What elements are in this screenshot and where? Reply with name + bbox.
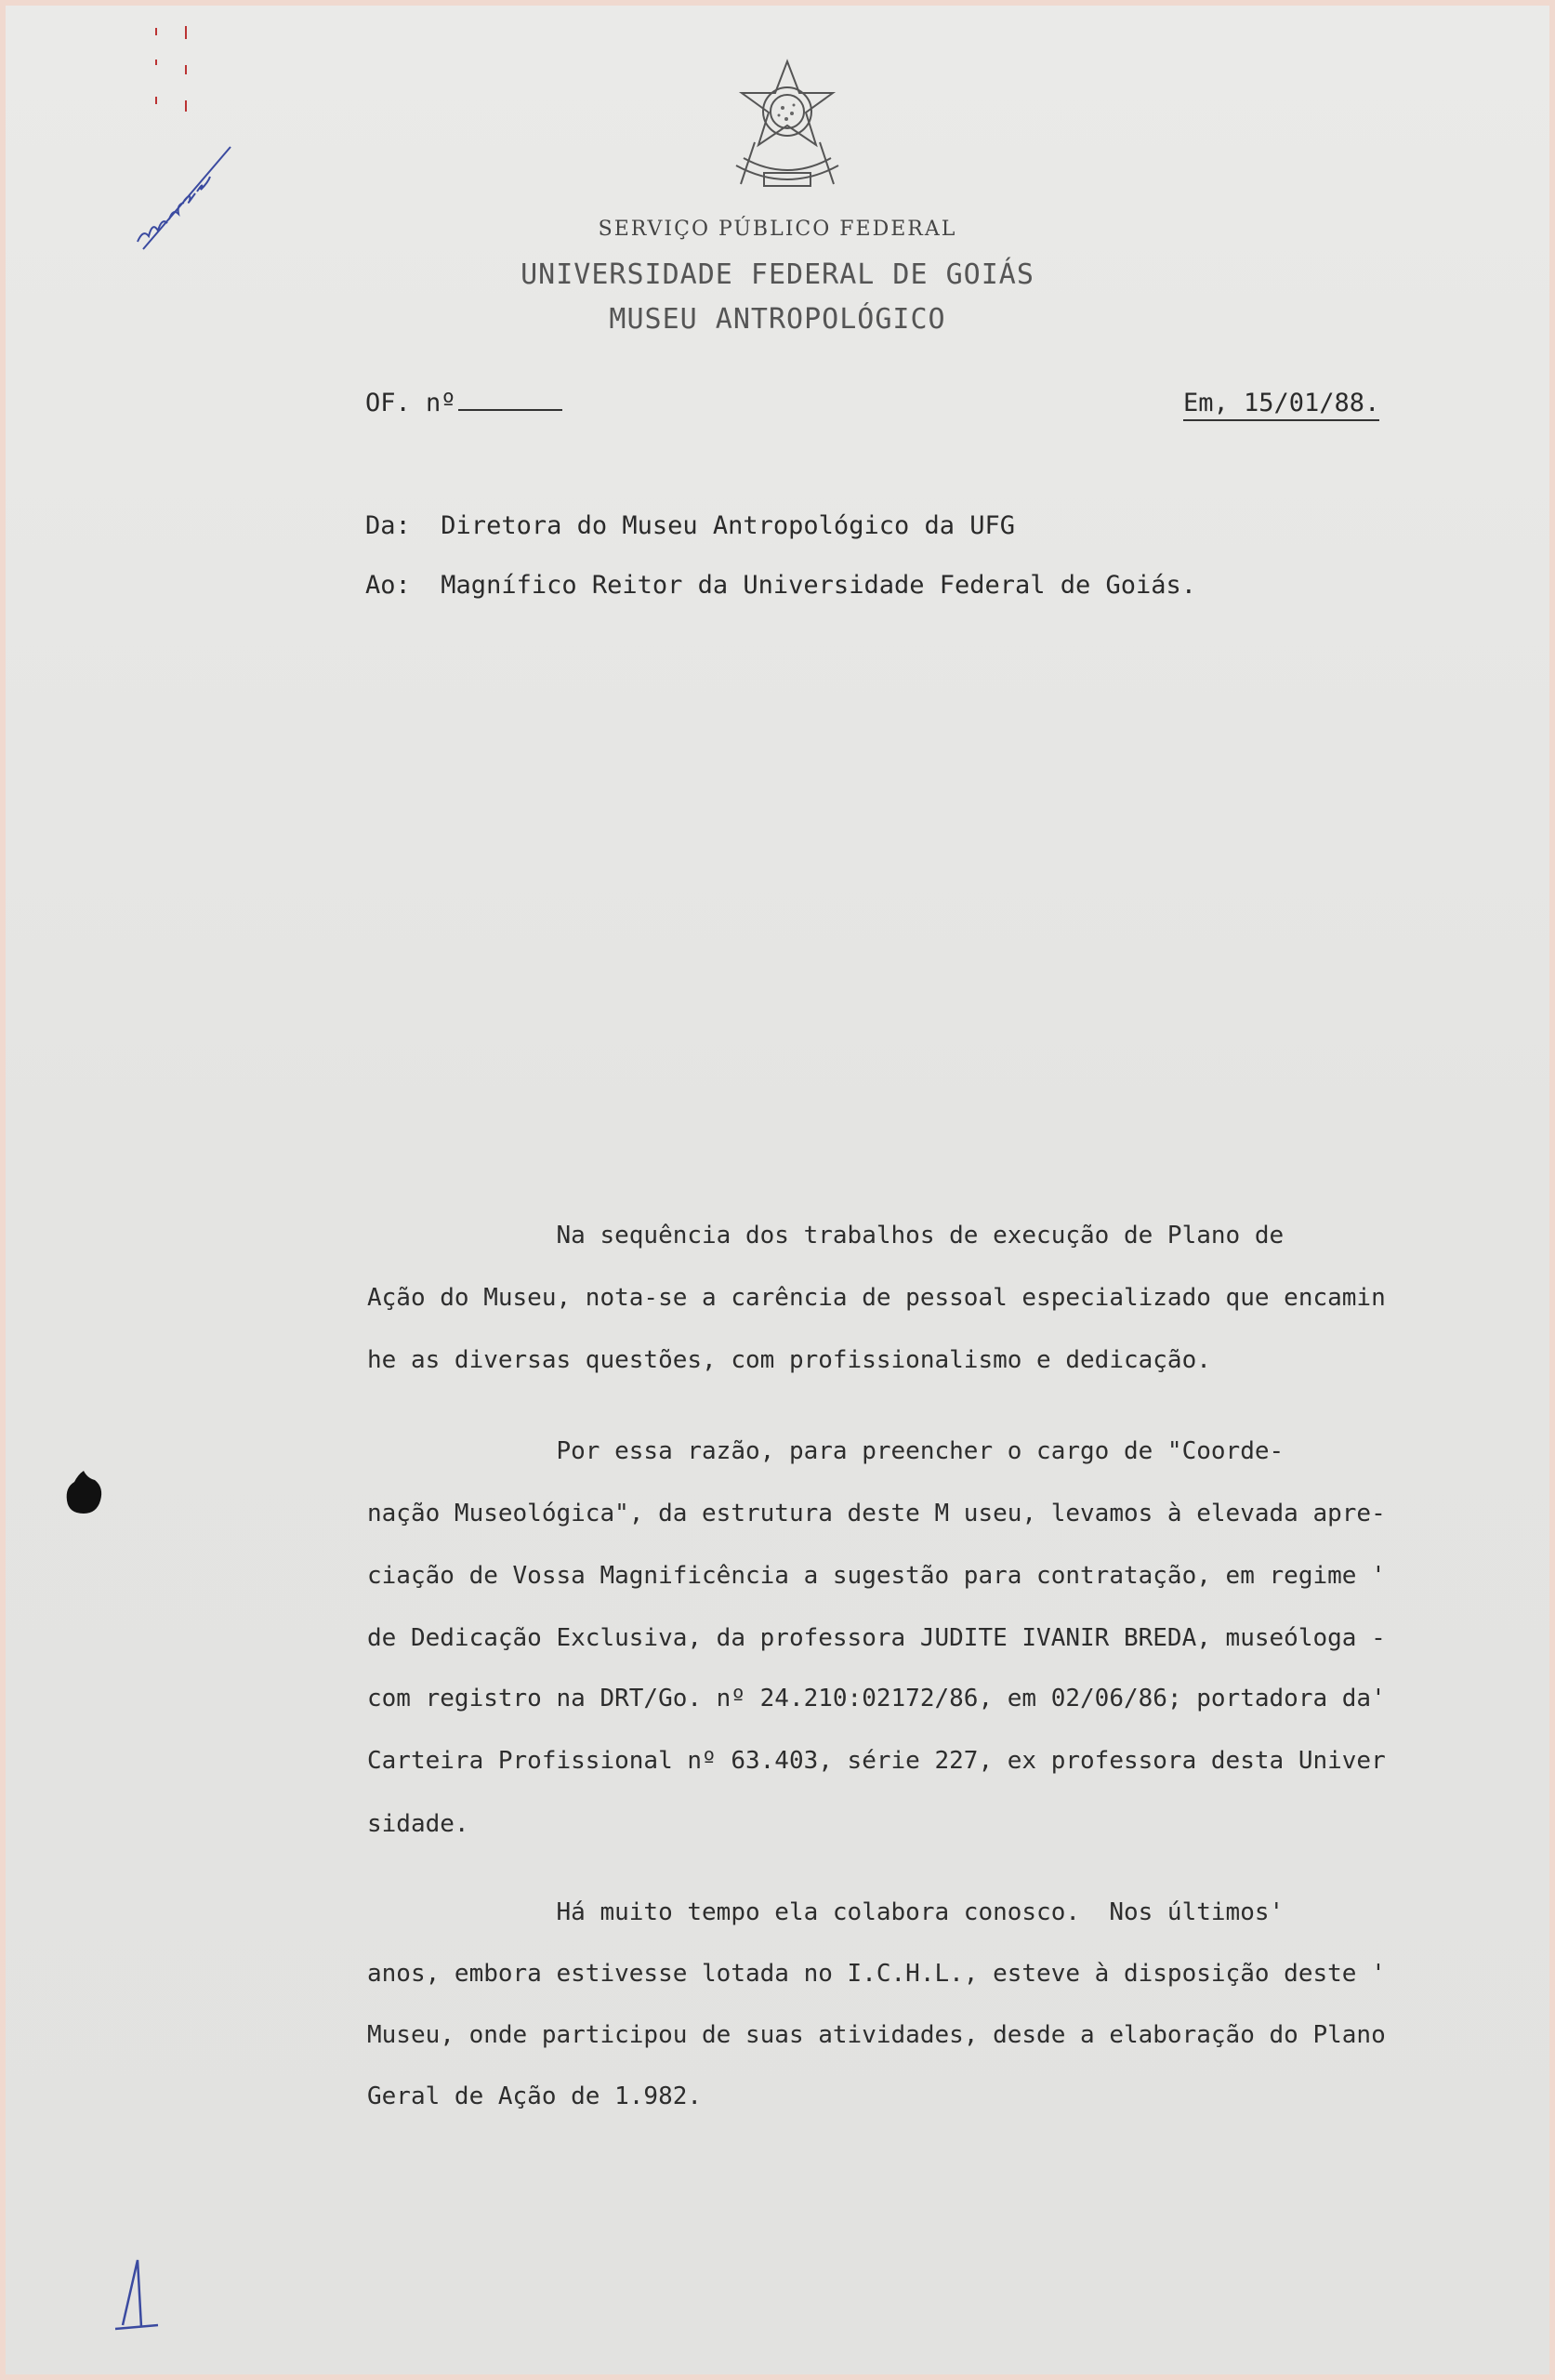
coat-of-arms-seal <box>718 54 857 203</box>
paragraph-line: ciação de Vossa Magnificência a sugestão para contratação, em regime ' <box>367 1562 1386 1590</box>
from-label: Da: <box>365 511 411 540</box>
paragraph-line: Por essa razão, para preencher o cargo de "Coorde- <box>367 1437 1285 1465</box>
from-value: Diretora do Museu Antropológico da UFG <box>441 511 1016 540</box>
from-line <box>365 511 1015 540</box>
paragraph-line: sidade. <box>367 1810 469 1838</box>
letter-date: Em, 15/01/88. <box>1183 389 1379 421</box>
office-number-label: OF. nº <box>365 389 456 417</box>
to-line <box>365 571 1196 600</box>
to-value: Magnífico Reitor da Universidade Federal de Goiás. <box>441 571 1197 600</box>
office-number-blank <box>458 405 562 411</box>
margin-marks <box>149 19 204 121</box>
paragraph-line: anos, embora estivesse lotada no I.C.H.L., esteve à disposição deste ' <box>367 1960 1386 1988</box>
paragraph-line: Ação do Museu, nota-se a carência de pessoal especializado que encamin <box>367 1284 1386 1312</box>
paragraph-line: Carteira Profissional nº 63.403, série 227, ex professora desta Univer <box>367 1747 1386 1775</box>
paragraph-line: Há muito tempo ela colabora conosco. Nos últimos' <box>367 1898 1285 1926</box>
paragraph-line: com registro na DRT/Go. nº 24.210:02172/86, em 02/06/86; portadora da' <box>367 1685 1386 1712</box>
letterhead-university: UNIVERSIDADE FEDERAL DE GOIÁS <box>521 258 1034 291</box>
handwritten-page-mark <box>110 2254 165 2338</box>
paragraph-line: de Dedicação Exclusiva, da professora JUDITE IVANIR BREDA, museóloga - <box>367 1624 1386 1652</box>
letterhead-service: SERVIÇO PÚBLICO FEDERAL <box>598 218 957 241</box>
paragraph-line: he as diversas questões, com profissionalismo e dedicação. <box>367 1346 1211 1374</box>
paragraph-line: Geral de Ação de 1.982. <box>367 2082 703 2110</box>
office-number <box>365 389 562 417</box>
handwritten-margin-note <box>130 139 242 260</box>
paragraph-line: Museu, onde participou de suas atividades, desde a elaboração do Plano <box>367 2021 1386 2049</box>
paragraph-line: Na sequência dos trabalhos de execução de Plano de <box>367 1222 1285 1250</box>
ink-blot <box>61 1467 106 1517</box>
paragraph-line: nação Museológica", da estrutura deste M useu, levamos à elevada apre- <box>367 1500 1386 1527</box>
to-label: Ao: <box>365 571 411 600</box>
letterhead-museum: MUSEU ANTROPOLÓGICO <box>609 303 946 336</box>
